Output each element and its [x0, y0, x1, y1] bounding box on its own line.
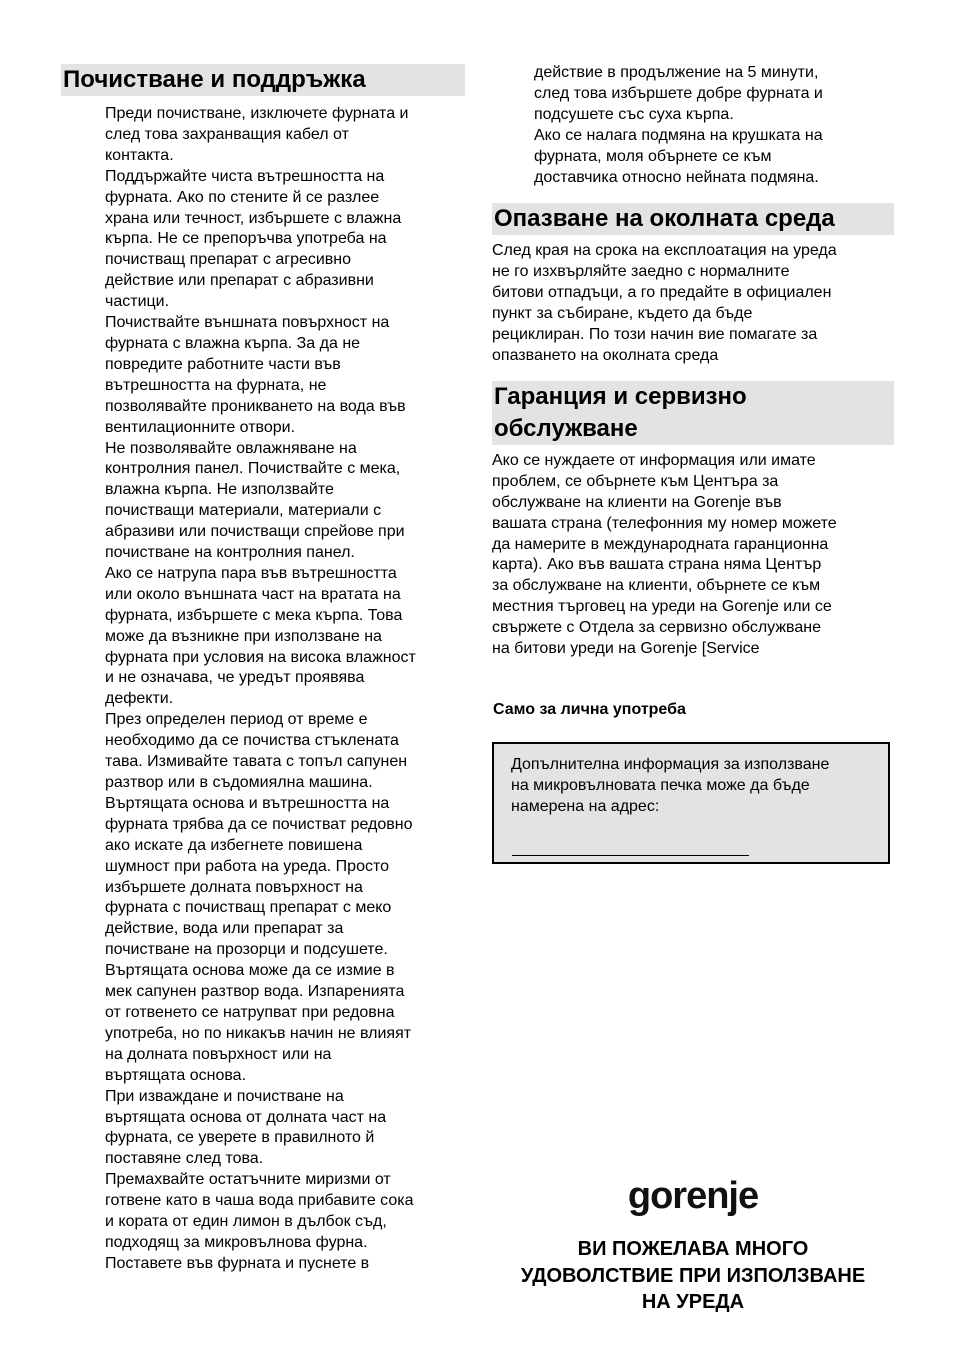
- text-line: Ако се налага подмяна на крушката на: [534, 126, 823, 144]
- text-line: Поставете във фурната и пуснете в: [105, 1254, 370, 1272]
- text-line: доставчика относно нейната подмяна.: [534, 168, 819, 186]
- closing-message: [492, 1236, 894, 1316]
- text-line: вътрешността на фурната, не: [105, 376, 327, 394]
- text-line: позволявайте проникването на вода във: [105, 397, 406, 415]
- text-line: действие или препарат с абразивни: [105, 272, 374, 290]
- text-line: почистване на прозорци и подсушете.: [105, 941, 388, 959]
- left-column: [61, 64, 465, 1275]
- text-line: частици.: [105, 293, 170, 311]
- info-line: на микровълновата печка може да бъде: [511, 776, 810, 794]
- cleaning-text: [61, 104, 465, 1275]
- text-line: храна или течност, избършете с влажна: [105, 209, 402, 227]
- continued-text: [492, 63, 894, 188]
- warranty-heading-line-1: Гаранция и сервизно: [494, 382, 747, 410]
- address-blank-line: [512, 855, 749, 856]
- text-line: мек сапунен разтвор вода. Изпаренията: [105, 983, 405, 1001]
- info-line: Допълнителна информация за използване: [511, 756, 830, 773]
- text-line: Ако се нуждаете от информация или имате: [492, 451, 816, 469]
- right-column: [492, 64, 894, 1313]
- text-line: ако искате да избегнете повишена: [105, 836, 363, 854]
- text-line: влажна кърпа. Не използвайте: [105, 481, 334, 499]
- text-line: необходимо да се почиства стъклената: [105, 732, 399, 750]
- text-line: повредите работните части във: [105, 355, 341, 373]
- text-line: фурната, се уверете в правилното й: [105, 1129, 375, 1147]
- text-line: вентилационните отвори.: [105, 418, 296, 436]
- warranty-heading: [492, 381, 894, 445]
- text-line: подсушете със суха кърпа.: [534, 105, 734, 123]
- text-line: след това захранващия кабел от: [105, 125, 349, 143]
- text-line: фурната при условия на висока влажност: [105, 648, 416, 666]
- text-line: фурната. Ако по стените й се разлее: [105, 188, 380, 206]
- text-line: фурната трябва да се почистват редовно: [105, 815, 413, 833]
- cleaning-heading: Почистване и поддръжка: [61, 64, 465, 96]
- text-line: При изваждане и почистване на: [105, 1087, 344, 1105]
- text-line: от готвенето се натрупват при редовна: [105, 1003, 395, 1021]
- text-line: вашата страна (телефонния му номер можете: [492, 514, 837, 532]
- text-line: свържете с Отдела за сервизно обслужване: [492, 619, 821, 637]
- text-line: Премахвайте остатъчните миризми от: [105, 1171, 391, 1189]
- text-line: Въртящата основа може да се измие в: [105, 962, 395, 980]
- text-line: проблем, се обърнете към Центъра за: [492, 472, 779, 490]
- closing-line: УДОВОЛСТВИЕ ПРИ ИЗПОЛЗВАНЕ: [520, 1264, 866, 1287]
- text-line: рециклиран. По този начин вие помагате за: [492, 326, 818, 344]
- text-line: контакта.: [105, 146, 174, 164]
- text-line: контролния панел. Почиствайте с мека,: [105, 460, 401, 478]
- warranty-text: [492, 451, 894, 660]
- text-line: и не означава, че уредът проявява: [105, 669, 365, 687]
- text-line: Ако се натрупа пара във вътрешността: [105, 564, 397, 582]
- text-line: Въртящата основа и вътрешността на: [105, 794, 390, 812]
- text-line: абразиви или почистващи спрейове при: [105, 523, 405, 541]
- text-line: Преди почистване, изключете фурната и: [105, 105, 409, 122]
- text-line: дефекти.: [105, 690, 174, 708]
- text-line: употреба, но по никакъв начин не влияят: [105, 1024, 412, 1042]
- text-line: или около външната част на вратата на: [105, 585, 401, 603]
- text-line: фурната, избършете с мека кърпа. Това: [105, 606, 403, 624]
- text-line: шумност при работа на уреда. Просто: [105, 857, 390, 875]
- environment-heading: Опазване на околната среда: [492, 203, 894, 235]
- text-line: подходящ за микровълнова фурна.: [105, 1233, 368, 1251]
- text-line: почистващ препарат с агресивно: [105, 251, 352, 269]
- text-line: да намерите в международната гаранционна: [492, 535, 829, 553]
- gorenje-logo: gorenje: [627, 1175, 759, 1217]
- text-line: Не позволявайте овлажняване на: [105, 439, 357, 457]
- text-line: местния търговец на уреди на Gorenje или се: [492, 598, 832, 616]
- text-line: може да възникне при използване на: [105, 627, 382, 645]
- text-line: въртящата основа от долната част на: [105, 1108, 387, 1126]
- info-box: [492, 742, 890, 864]
- text-line: и кората от един лимон в дълбок съд,: [105, 1213, 387, 1231]
- text-line: През определен период от време е: [105, 711, 368, 729]
- text-line: тава. Измивайте тавата с топъл сапунен: [105, 753, 408, 771]
- text-line: пункт за събиране, където да бъде: [492, 305, 753, 323]
- text-line: фурната, моля обърнете се към: [534, 147, 772, 165]
- personal-use-label: Само за лична употреба: [493, 701, 686, 718]
- text-line: битови отпадъци, а го предайте в официален: [492, 284, 832, 302]
- info-box-text: [511, 755, 829, 818]
- closing-line: НА УРЕДА: [641, 1291, 745, 1313]
- text-line: на долната повърхност или на: [105, 1045, 332, 1063]
- text-line: опазването на околната среда: [492, 346, 719, 364]
- text-line: въртящата основа.: [105, 1066, 247, 1084]
- text-line: обслужване на клиенти на Gorenje във: [492, 493, 782, 511]
- text-line: почистване на контролния панел.: [105, 544, 355, 562]
- text-line: Почиствайте външната повърхност на: [105, 314, 390, 332]
- text-line: избършете долната повърхност на: [105, 878, 363, 896]
- text-line: фурната с влажна кърпа. За да не: [105, 334, 361, 352]
- text-line: готвене като в чаша вода прибавите сока: [105, 1192, 414, 1210]
- text-line: не го изхвърляйте заедно с нормалните: [492, 263, 790, 281]
- text-line: кърпа. Не се препоръчва употреба на: [105, 230, 387, 248]
- text-line: почистващи материали, материали с: [105, 502, 382, 520]
- text-line: карта). Ако във вашата страна няма Център: [492, 556, 822, 574]
- warranty-heading-line-2: обслужване: [494, 414, 638, 442]
- closing-line: ВИ ПОЖЕЛАВА МНОГО: [577, 1238, 809, 1260]
- text-line: за обслужване на клиенти, обърнете се към: [492, 577, 821, 595]
- text-line: действие в продължение на 5 минути,: [534, 64, 819, 81]
- text-line: на битови уреди на Gorenje [Service: [492, 640, 760, 658]
- environment-text: [492, 241, 894, 366]
- text-line: поставяне след това.: [105, 1150, 264, 1168]
- text-line: фурната с почистващ препарат с меко: [105, 899, 392, 917]
- text-line: Поддържайте чиста вътрешността на: [105, 167, 385, 185]
- text-line: След края на срока на експлоатация на уреда: [492, 242, 837, 260]
- info-line: намерена на адрес:: [511, 797, 660, 815]
- text-line: действие, вода или препарат за: [105, 920, 344, 938]
- text-line: след това избършете добре фурната и: [534, 84, 823, 102]
- text-line: разтвор или в съдомиялна машина.: [105, 774, 373, 791]
